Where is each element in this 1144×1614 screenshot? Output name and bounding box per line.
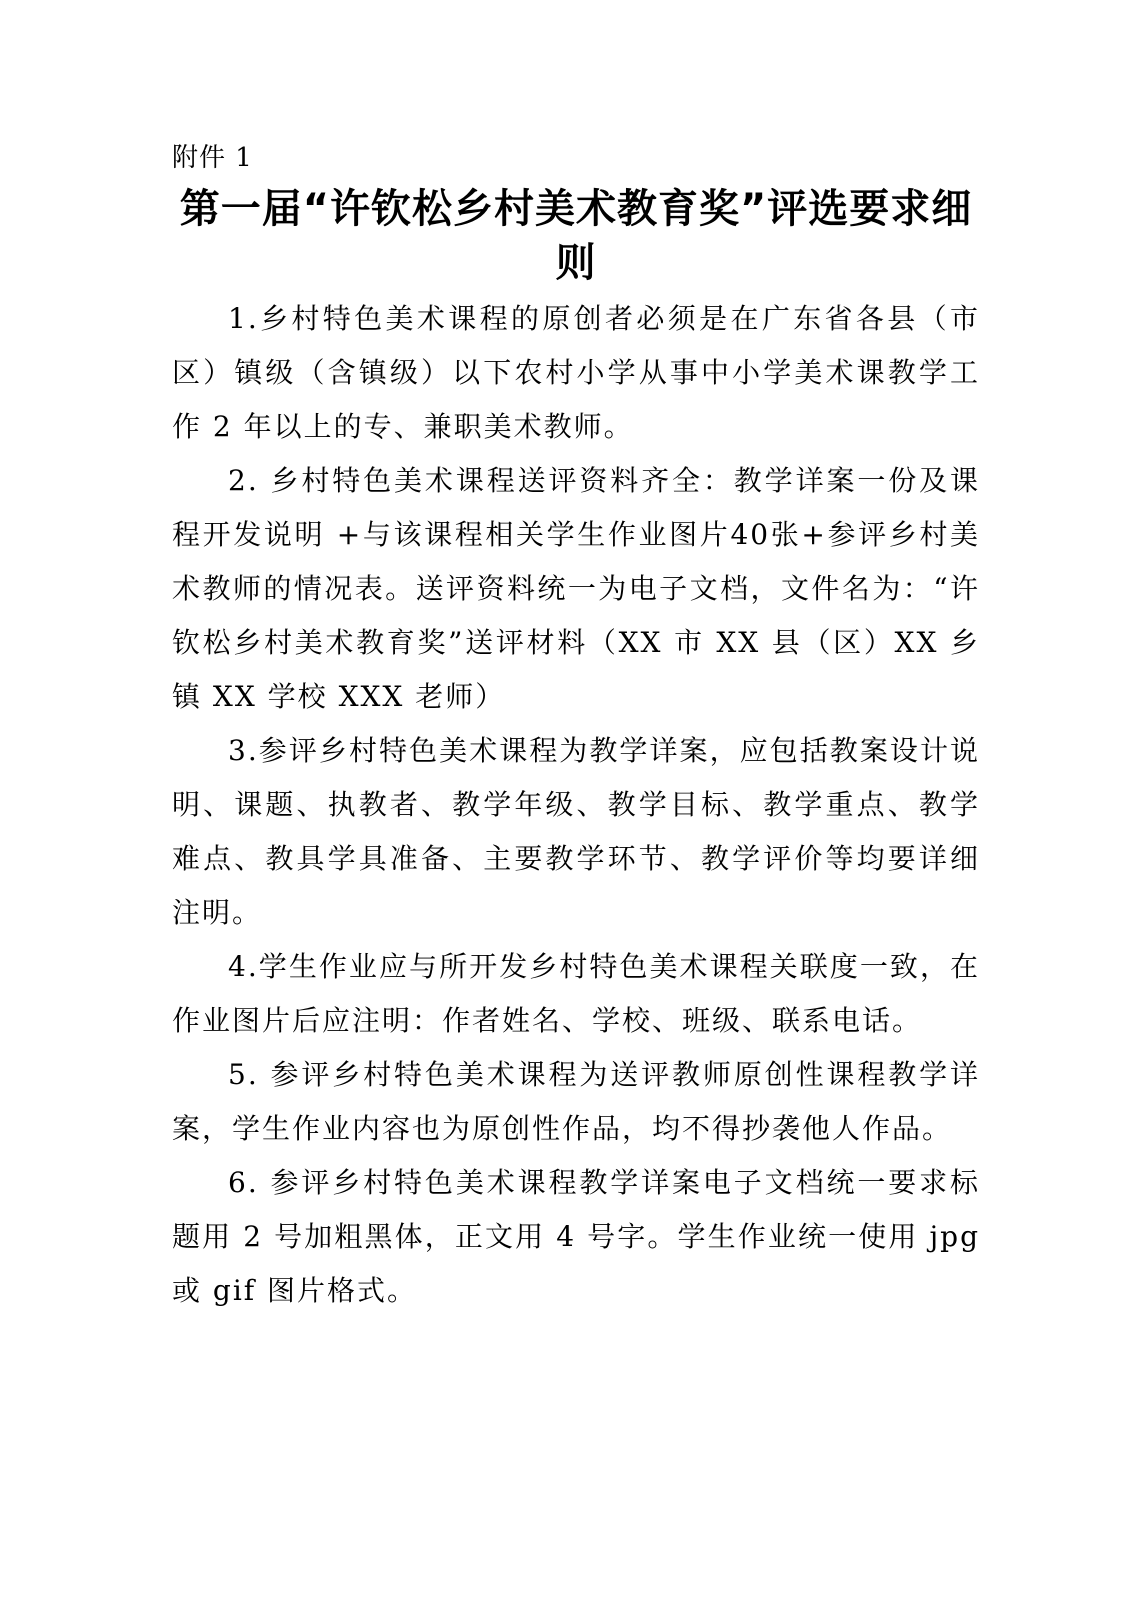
document-title: 第一届“许钦松乡村美术教育奖”评选要求细则: [179, 186, 973, 286]
paragraph-6: 6. 参评乡村特色美术课程教学详案电子文档统一要求标题用 2 号加粗黑体，正文用 4 号字。学生作业统一使用 jpg 或 gif 图片格式。: [172, 1166, 980, 1307]
paragraph-2: 2. 乡村特色美术课程送评资料齐全：教学详案一份及课程开发说明 +与该课程相关学生作业图片40张+参评乡村美术教师的情况表。送评资料统一为电子文档，文件名为：“许钦松乡村美术教育奖”送评材料（XX 市 XX 县（区）XX 乡镇 XX 学校 XXX 老师）: [172, 464, 980, 713]
paragraph-1: 1.乡村特色美术课程的原创者必须是在广东省各县（市区）镇级（含镇级）以下农村小学从事中小学美术课教学工作 2 年以上的专、兼职美术教师。: [172, 302, 980, 443]
document-page: [172, 138, 980, 1318]
paragraph-5: 5. 参评乡村特色美术课程为送评教师原创性课程教学详案，学生作业内容也为原创性作品，均不得抄袭他人作品。: [172, 1058, 980, 1145]
paragraph-3: 3.参评乡村特色美术课程为教学详案，应包括教案设计说明、课题、执教者、教学年级、教学目标、教学重点、教学难点、教具学具准备、主要教学环节、教学评价等均要详细注明。: [172, 734, 980, 929]
attachment-label: 附件 1: [172, 143, 253, 173]
paragraph-4: 4.学生作业应与所开发乡村特色美术课程关联度一致，在作业图片后应注明：作者姓名、学校、班级、联系电话。: [172, 950, 980, 1037]
